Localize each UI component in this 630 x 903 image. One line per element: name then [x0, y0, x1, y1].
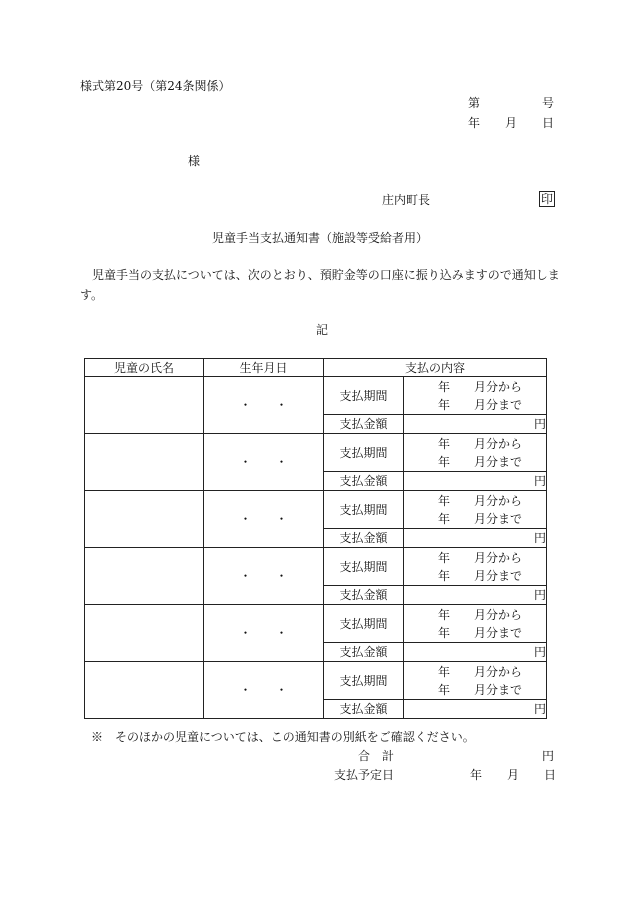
total-yen: 円: [542, 749, 555, 763]
to-year: 年: [438, 455, 451, 469]
amount-label: 支払金額: [324, 643, 404, 662]
header-child-name: 児童の氏名: [85, 359, 204, 377]
amount-cell[interactable]: 円: [404, 415, 547, 434]
total-label: 合 計: [358, 749, 395, 763]
birth-date-cell[interactable]: ・ ・: [204, 662, 324, 719]
ki-marker: 記: [316, 323, 329, 337]
amount-label: 支払金額: [324, 472, 404, 491]
addressee-suffix: 様: [188, 154, 201, 168]
birth-date-cell[interactable]: ・ ・: [204, 377, 324, 434]
amount-cell[interactable]: 円: [404, 586, 547, 605]
header-birth-date: 生年月日: [204, 359, 324, 377]
to-year: 年: [438, 398, 451, 412]
period-label: 支払期間: [324, 434, 404, 472]
issuer-title: 庄内町長: [382, 193, 431, 207]
child-name-cell[interactable]: [85, 434, 204, 491]
payment-date-label: 支払予定日: [334, 768, 395, 782]
header-payment-content: 支払の内容: [324, 359, 547, 377]
form-number: 様式第20号（第24条関係）: [80, 79, 231, 93]
period-cell[interactable]: [404, 377, 547, 415]
birth-date-cell[interactable]: ・ ・: [204, 434, 324, 491]
amount-cell[interactable]: 円: [404, 529, 547, 548]
period-cell[interactable]: [404, 548, 547, 586]
amount-label: 支払金額: [324, 529, 404, 548]
issue-date-day: 日: [542, 116, 555, 130]
from-month: 月分から: [474, 551, 523, 565]
birth-date-cell[interactable]: ・ ・: [204, 605, 324, 662]
issue-date-month: 月: [505, 116, 518, 130]
to-month: 月分まで: [474, 512, 523, 526]
table-row: [85, 377, 547, 415]
period-label: 支払期間: [324, 491, 404, 529]
table-row: [85, 434, 547, 472]
document-title: 児童手当支払通知書（施設等受給者用）: [212, 231, 429, 245]
to-month: 月分まで: [474, 398, 523, 412]
seal-stamp: 印: [541, 192, 554, 206]
amount-label: 支払金額: [324, 586, 404, 605]
amount-cell[interactable]: 円: [404, 643, 547, 662]
from-year: 年: [438, 494, 451, 508]
payment-date-year: 年: [470, 768, 483, 782]
from-year: 年: [438, 551, 451, 565]
period-cell[interactable]: [404, 605, 547, 643]
from-year: 年: [438, 608, 451, 622]
period-cell[interactable]: [404, 434, 547, 472]
amount-label: 支払金額: [324, 415, 404, 434]
table-row: [85, 491, 547, 529]
period-label: 支払期間: [324, 605, 404, 643]
child-name-cell[interactable]: [85, 377, 204, 434]
to-year: 年: [438, 626, 451, 640]
from-month: 月分から: [474, 380, 523, 394]
from-month: 月分から: [474, 665, 523, 679]
table-row: [85, 662, 547, 700]
to-year: 年: [438, 683, 451, 697]
to-month: 月分まで: [474, 455, 523, 469]
payment-table: [84, 358, 547, 719]
to-month: 月分まで: [474, 626, 523, 640]
from-month: 月分から: [474, 437, 523, 451]
table-row: [85, 548, 547, 586]
to-month: 月分まで: [474, 569, 523, 583]
amount-cell[interactable]: 円: [404, 472, 547, 491]
from-month: 月分から: [474, 494, 523, 508]
amount-label: 支払金額: [324, 700, 404, 719]
child-name-cell[interactable]: [85, 662, 204, 719]
doc-number-go: 号: [542, 96, 555, 110]
note-text: ※ そのほかの児童については、この通知書の別紙をご確認ください。: [91, 730, 475, 744]
payment-date-month: 月: [507, 768, 520, 782]
child-name-cell[interactable]: [85, 491, 204, 548]
from-month: 月分から: [474, 608, 523, 622]
doc-number-dai: 第: [468, 96, 481, 110]
payment-date-day: 日: [544, 768, 557, 782]
period-label: 支払期間: [324, 548, 404, 586]
birth-date-cell[interactable]: ・ ・: [204, 491, 324, 548]
period-label: 支払期間: [324, 662, 404, 700]
from-year: 年: [438, 380, 451, 394]
to-year: 年: [438, 512, 451, 526]
child-name-cell[interactable]: [85, 605, 204, 662]
period-label: 支払期間: [324, 377, 404, 415]
issue-date-year: 年: [468, 116, 481, 130]
body-text-line1: 児童手当の支払については、次のとおり、預貯金等の口座に振り込みますので通知しま: [92, 268, 560, 282]
table-row: [85, 605, 547, 643]
amount-cell[interactable]: 円: [404, 700, 547, 719]
table-header-row: [85, 359, 547, 377]
body-text-line2: す。: [80, 288, 104, 302]
period-cell[interactable]: [404, 662, 547, 700]
to-month: 月分まで: [474, 683, 523, 697]
from-year: 年: [438, 665, 451, 679]
from-year: 年: [438, 437, 451, 451]
birth-date-cell[interactable]: ・ ・: [204, 548, 324, 605]
period-cell[interactable]: [404, 491, 547, 529]
child-name-cell[interactable]: [85, 548, 204, 605]
to-year: 年: [438, 569, 451, 583]
